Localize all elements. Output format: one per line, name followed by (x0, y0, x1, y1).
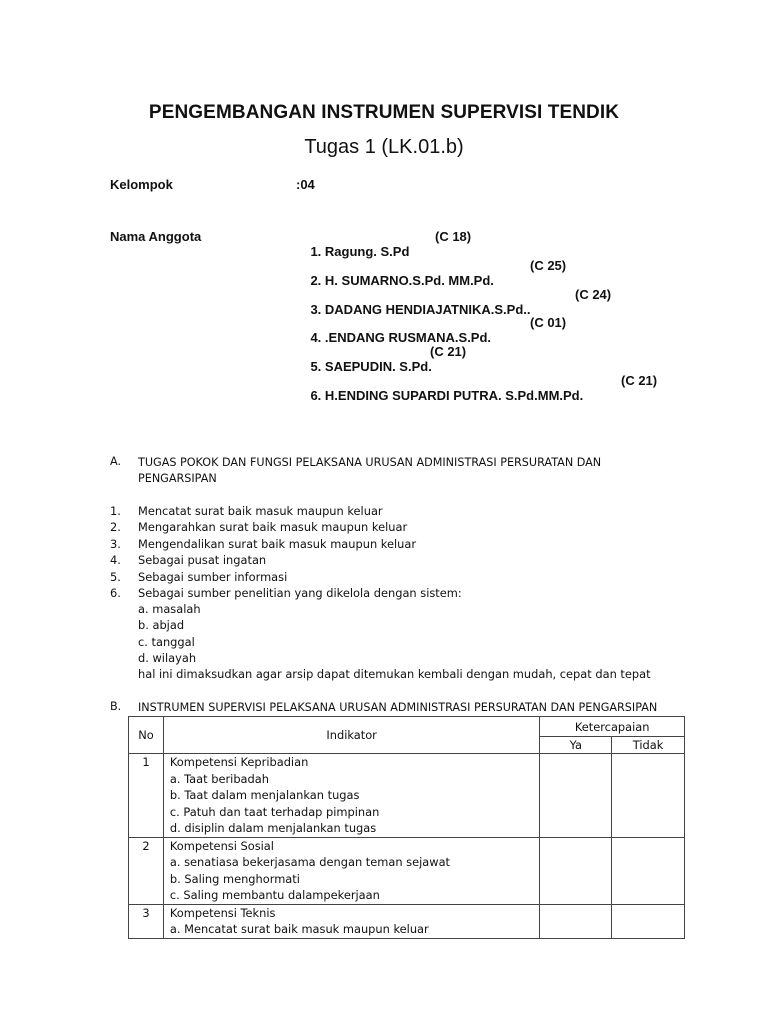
indikator-line: Kompetensi Sosial (169, 838, 274, 853)
member-name: 3. DADANG HENDIAJATNIKA.S.Pd.. (310, 302, 531, 317)
indikator-line: c. Saling membantu dalampekerjaan (169, 888, 380, 902)
indikator-line: a. senatiasa bekerjasama dengan teman sejawat (169, 855, 451, 869)
note-text: hal ini dimaksudkan agar arsip dapat ditemukan kembali dengan mudah, cepat dan tepat (138, 667, 651, 681)
section-a-title-line2: PENGARSIPAN (138, 472, 217, 485)
row-no: 3 (129, 904, 164, 938)
member-code: (C 25) (530, 258, 567, 273)
row-indikator (163, 837, 539, 904)
member-code: (C 24) (575, 287, 612, 302)
row-ya-cell[interactable] (540, 904, 612, 938)
sub-item: a. masalah (138, 602, 201, 616)
row-tidak-cell[interactable] (612, 904, 685, 938)
list-number: 6. (110, 586, 121, 600)
list-text: Mengendalikan surat baik masuk maupun keluar (138, 537, 417, 551)
row-no: 1 (129, 754, 164, 838)
section-b-letter: B. (110, 700, 122, 713)
indikator-line: b. Taat dalam menjalankan tugas (169, 788, 360, 802)
indikator-line: Kompetensi Teknis (169, 905, 276, 920)
member-name: 4. .ENDANG RUSMANA.S.Pd. (310, 330, 492, 345)
header-indikator: Indikator (163, 717, 539, 754)
indikator-line: Kompetensi Kepribadian (169, 755, 309, 769)
header-ya: Ya (540, 737, 612, 754)
table-row (129, 837, 685, 904)
section-b-title: INSTRUMEN SUPERVISI PELAKSANA URUSAN ADMINISTRASI PERSURATAN DAN PENGARSIPAN (138, 701, 658, 714)
document-subtitle: Tugas 1 (LK.01.b) (304, 136, 464, 158)
member-code: (C 18) (435, 229, 472, 244)
indikator-line: c. Patuh dan taat terhadap pimpinan (169, 804, 380, 819)
sub-item: b. abjad (138, 618, 185, 632)
list-text: Mencatat surat baik masuk maupun keluar (138, 504, 383, 518)
indikator-line: b. Saling menghormati (169, 871, 300, 886)
list-number: 2. (110, 520, 121, 534)
row-indikator (163, 904, 539, 938)
row-no: 2 (129, 837, 164, 904)
member-code: (C 21) (621, 373, 658, 388)
supervision-instrument-table (128, 716, 685, 939)
list-text: Sebagai sumber informasi (138, 570, 288, 584)
member-code: (C 21) (430, 344, 467, 359)
row-tidak-cell[interactable] (612, 837, 685, 904)
kelompok-value: :04 (296, 177, 315, 192)
sub-item: d. wilayah (138, 651, 197, 665)
table-row (129, 754, 685, 838)
list-text: Sebagai sumber penelitian yang dikelola dengan sistem: (138, 586, 462, 600)
member-item (296, 373, 658, 433)
indikator-line: a. Mencatat surat baik masuk maupun keluar (169, 922, 429, 936)
indikator-line: d. disiplin dalam menjalankan tugas (169, 821, 377, 835)
member-name: 6. H.ENDING SUPARDI PUTRA. S.Pd.MM.Pd. (310, 388, 584, 403)
member-name: 1. Ragung. S.Pd (310, 244, 410, 259)
row-indikator (163, 754, 539, 838)
anggota-label: Nama Anggota (110, 229, 202, 244)
header-ketercapaian: Ketercapaian (540, 717, 685, 737)
list-number: 4. (110, 553, 121, 567)
header-tidak: Tidak (612, 737, 685, 754)
row-ya-cell[interactable] (540, 837, 612, 904)
list-text: Sebagai pusat ingatan (138, 553, 267, 567)
list-number: 3. (110, 537, 121, 551)
row-tidak-cell[interactable] (612, 754, 685, 838)
member-name: 5. SAEPUDIN. S.Pd. (310, 359, 432, 374)
sub-item: c. tanggal (138, 635, 195, 649)
table-row (129, 904, 685, 938)
row-ya-cell[interactable] (540, 754, 612, 838)
kelompok-label: Kelompok (110, 177, 173, 192)
header-no: No (129, 717, 164, 754)
indikator-line: a. Taat beribadah (169, 771, 269, 786)
list-number: 5. (110, 570, 121, 584)
document-title: PENGEMBANGAN INSTRUMEN SUPERVISI TENDIK (148, 102, 620, 123)
list-number: 1. (110, 504, 121, 518)
list-text: Mengarahkan surat baik masuk maupun keluar (138, 520, 408, 534)
section-a-title-line1: TUGAS POKOK DAN FUNGSI PELAKSANA URUSAN ADMINISTRASI PERSURATAN DAN (138, 456, 602, 469)
member-code: (C 01) (530, 315, 567, 330)
section-a-letter: A. (110, 455, 122, 468)
member-name: 2. H. SUMARNO.S.Pd. MM.Pd. (310, 273, 494, 288)
